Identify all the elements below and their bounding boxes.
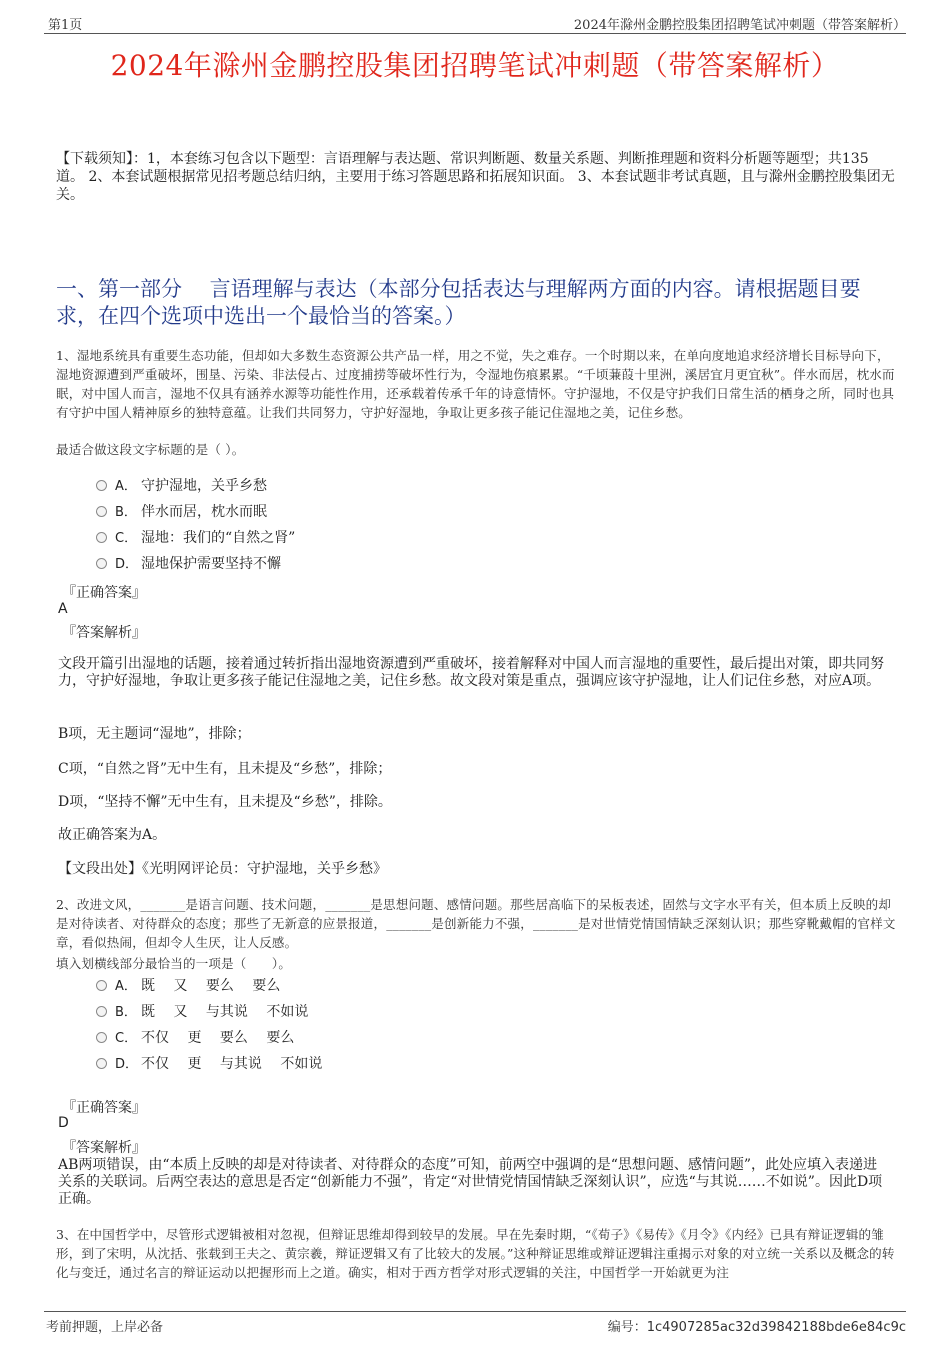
radio-icon[interactable] bbox=[96, 1058, 107, 1069]
q2-option-d[interactable]: D． 不仅 更 与其说 不如说 bbox=[96, 1054, 322, 1074]
question-1-prompt: 最适合做这段文字标题的是（ ）。 bbox=[56, 442, 245, 457]
q1-answer-label: 『正确答案』 bbox=[62, 585, 146, 601]
question-2-text: 2、改进文风，_______是语言问题、技术问题，_______是思想问题、感情问题。那些居高临下的呆板表述，固然与文字水平有关，但本质上反映的却是对待读者、对待群众的态度；那些了无新意的应景报道，_______是创新能力不强，_______是对世情党情国情缺乏深刻认识；那些穿靴戴帽的官样文章，看似热闹，但却令人生厌，让人反感。 bbox=[56, 897, 896, 950]
q1-analysis-label: 『答案解析』 bbox=[62, 625, 146, 641]
q1-analysis-d: D项，“坚持不懈”无中生有，且未提及“乡愁”，排除。 bbox=[58, 794, 392, 810]
footer-code: 编号：1c4907285ac32d39842188bde6e84c9c bbox=[607, 1320, 906, 1335]
q1-analysis-c: C项，“自然之肾”无中生有，且未提及“乡愁”，排除； bbox=[58, 761, 392, 777]
q1-source: 【文段出处】《光明网评论员：守护湿地，关乎乡愁》 bbox=[58, 861, 387, 877]
question-2-prompt: 填入划横线部分最恰当的一项是（ ）。 bbox=[56, 956, 292, 971]
q1-analysis-b: B项，无主题词“湿地”，排除； bbox=[58, 726, 251, 742]
document-title: 2024年滁州金鹏控股集团招聘笔试冲刺题（带答案解析） bbox=[110, 49, 840, 82]
q2-answer-label: 『正确答案』 bbox=[62, 1100, 146, 1116]
download-notice: 【下载须知】：1，本套练习包含以下题型：言语理解与表达题、常识判断题、数量关系题、判断推理题和资料分析题等题型；共135道。 2、本套试题根据常见招考题总结归纳，主要用于练习答题思路和拓展知识面。 3、本套试题非考试真题，且与滁州金鹏控股集团无关。 bbox=[56, 151, 895, 203]
question-1-text: 1、湿地系统具有重要生态功能，但却如大多数生态资源公共产品一样，用之不觉，失之难存。一个时期以来，在单向度地追求经济增长目标导向下，湿地资源遭到严重破坏，围垦、污染、非法侵占、过度捕捞等破坏性行为，令湿地伤痕累累。“千顷蒹葭十里洲，溪居宜月更宜秋”。伴水而居，枕水而眠，对中国人而言，湿地不仅具有涵养水源等功能性作用，还承载着传承千年的诗意情怀。守护湿地，不仅是守护我们日常生活的栖身之所，同时也具有守护中国人精神原乡的独特意蕴。让我们共同努力，守护好湿地，争取让更多孩子能记住湿地之美，记住乡愁。 bbox=[56, 348, 895, 420]
q2-analysis-label: 『答案解析』 bbox=[62, 1140, 146, 1156]
q2-analysis: AB两项错误，由“本质上反映的却是对待读者、对待群众的态度”可知，前两空中强调的是“思想问题、感情问题”，此处应填入表递进关系的关联词。后两空表达的意思是否定“创新能力不强”，肯定“对世情党情国情缺乏深刻认识”，应选“与其说……不如说”。因此D项正确。 bbox=[58, 1157, 883, 1207]
page-number: 第1页 bbox=[48, 18, 83, 33]
radio-icon[interactable] bbox=[96, 506, 107, 517]
q2-option-b[interactable]: B． 既 又 与其说 不如说 bbox=[96, 1002, 308, 1022]
question-3-text: 3、在中国哲学中，尽管形式逻辑被相对忽视，但辩证思维却得到较早的发展。早在先秦时期，“《荀子》《易传》《月令》《内经》已具有辩证逻辑的雏形，到了宋明，从沈括、张载到王夫之、黄宗羲，辩证逻辑又有了比较大的发展。”这种辩证思维或辩证逻辑注重揭示对象的对立统一关系以及概念的转化与变迁，通过名言的辩证运动以把握形而上之道。确实，相对于西方哲学对形式逻辑的关注，中国哲学一开始就更为注 bbox=[56, 1227, 895, 1280]
radio-icon[interactable] bbox=[96, 1006, 107, 1017]
section-heading: 一、第一部分 言语理解与表达（本部分包括表达与理解两方面的内容。请根据题目要求，在四个选项中选出一个最恰当的答案。） bbox=[56, 277, 861, 328]
radio-icon[interactable] bbox=[96, 1032, 107, 1043]
q1-analysis-main: 文段开篇引出湿地的话题，接着通过转折指出湿地资源遭到严重破坏，接着解释对中国人而言湿地的重要性，最后提出对策，即共同努力，守护好湿地，争取让更多孩子能记住湿地之美，记住乡愁。故文段对策是重点，强调应该守护湿地，让人们记住乡愁，对应A项。 bbox=[58, 656, 884, 689]
footer-divider bbox=[44, 1311, 906, 1312]
q1-option-d[interactable]: D． 湿地保护需要坚持不懈 bbox=[96, 554, 281, 574]
radio-icon[interactable] bbox=[96, 980, 107, 991]
q1-option-a[interactable]: A． 守护湿地，关乎乡愁 bbox=[96, 476, 267, 496]
q1-analysis-conclusion: 故正确答案为A。 bbox=[58, 827, 167, 843]
footer-slogan: 考前押题，上岸必备 bbox=[46, 1320, 164, 1335]
q2-option-a[interactable]: A． 既 又 要么 要么 bbox=[96, 976, 280, 996]
radio-icon[interactable] bbox=[96, 558, 107, 569]
q1-answer: A bbox=[58, 601, 68, 617]
q1-option-c[interactable]: C． 湿地：我们的“自然之肾” bbox=[96, 528, 295, 548]
q2-answer: D bbox=[58, 1115, 69, 1131]
running-title: 2024年滁州金鹏控股集团招聘笔试冲刺题（带答案解析） bbox=[573, 18, 906, 33]
q2-option-c[interactable]: C． 不仅 更 要么 要么 bbox=[96, 1028, 294, 1048]
q1-option-b[interactable]: B． 伴水而居，枕水而眠 bbox=[96, 502, 267, 522]
radio-icon[interactable] bbox=[96, 480, 107, 491]
radio-icon[interactable] bbox=[96, 532, 107, 543]
header-divider bbox=[44, 33, 906, 34]
